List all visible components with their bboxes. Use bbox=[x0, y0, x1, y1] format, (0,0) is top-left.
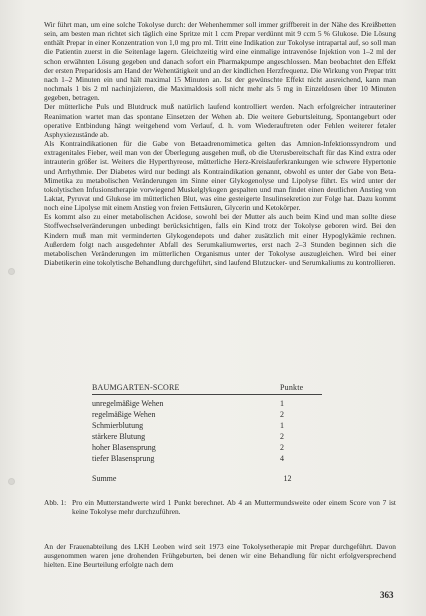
row-label: Schmierblutung bbox=[92, 421, 144, 430]
row-points: 1 bbox=[280, 421, 284, 430]
row-points: 2 bbox=[280, 443, 284, 452]
row-points: 4 bbox=[280, 454, 284, 463]
baumgarten-score-table bbox=[92, 382, 322, 484]
row-points: 2 bbox=[280, 432, 284, 441]
paragraph-monitoring: Der mütterliche Puls und Blutdruck muß natürlich laufend kontrolliert werden. Nach erfolgreicher intrauteriner Reanimation wartet man das spontane Einsetzen der Wehen ab. Die weitere Geburtsleitung, Spontangeburt oder operative Entbindung hängt weitgehend vom Verlauf, d. h. vom Wiederauftreten oder Fehlen weiterer fetaler Asphyxiezustände ab. bbox=[44, 102, 396, 139]
body-text bbox=[44, 20, 396, 267]
table-sum-row bbox=[92, 473, 322, 484]
page-number: 363 bbox=[380, 590, 394, 600]
sum-label: Summe bbox=[92, 474, 117, 483]
figure-caption bbox=[44, 498, 396, 516]
table-row bbox=[92, 398, 322, 409]
table-header-row bbox=[92, 382, 322, 393]
row-points: 2 bbox=[280, 410, 284, 419]
paragraph-contraindications: Als Kontraindikationen für die Gabe von Betaadrenomimetica gelten das Amnion-Infektionssyndrom und extragenitales Fieber, weil man von der Überlegung ausgehen muß, ob die Uterusbereitschaft für das Kind extra oder intrauterin größer ist. Weiters die Hyperthyreose, mütterliche Herz-Kreislauferkrankungen wie schwere Hypertonie und Arrhythmie. Der Diabetes wird nur bedingt als Kontraindikation genannt, obwohl es unter der Gabe von Beta-Mimetika zu metabolischen Veränderungen im Sinne einer Glykogenolyse und Lipolyse führt. Es wird unter der tokolytischen Infusionstherapie vorwiegend Muskelglykogen gespalten und man findet einen deutlichen Anstieg von Laktat, Pyruvat und Glukose im mütterlichen Blut, was eine gesteigerte Insulinsekretion zur Folge hat. Dazu kommt noch eine Lipolyse mit einem Anstieg von freien Fettsäuren, Glycerin und Ketokörper. bbox=[44, 139, 396, 213]
row-label: regelmäßige Wehen bbox=[92, 410, 156, 419]
table-header-value: Punkte bbox=[280, 383, 304, 392]
table-row bbox=[92, 420, 322, 431]
table-header-divider bbox=[92, 394, 322, 395]
punch-hole-mark bbox=[8, 268, 15, 275]
table-row bbox=[92, 431, 322, 442]
row-points: 1 bbox=[280, 399, 284, 408]
punch-hole-mark bbox=[8, 478, 15, 485]
table-row bbox=[92, 453, 322, 464]
table-row bbox=[92, 442, 322, 453]
row-label: tiefer Blasensprung bbox=[92, 454, 155, 463]
row-label: stärkere Blutung bbox=[92, 432, 146, 441]
caption-label: Abb. 1: bbox=[44, 498, 67, 507]
row-label: unregelmäßige Wehen bbox=[92, 399, 164, 408]
paragraph-metabolic: Es kommt also zu einer metabolischen Acidose, sowohl bei der Mutter als auch beim Kind und man sollte diese Stoffwechselveränderungen unbedingt berücksichtigen, falls ein Kind trotz der Tokolyse geboren wird. Bei den Kindern muß man mit verminderten Glykogendepots und daher zusätzlich mit einer Hypoglykämie rechnen. Außerdem folgt nach ausgedehnter Abfall des Serumkaliumwertes, erst nach 2–3 Stunden beginnen sich die metabolischen Veränderungen im mütterlichen Organismus unter der Tokolyse auszugleichen. Wird bei einer Diabetikerin eine tokolytische Behandlung durchgeführt, sind laufend Blutzucker- und Serumkaliums zu kontrollieren. bbox=[44, 212, 396, 268]
table-header-label: BAUMGARTEN-SCORE bbox=[92, 383, 180, 392]
row-label: hoher Blasensprung bbox=[92, 443, 156, 452]
paragraph-leoben: An der Frauenabteilung des LKH Leoben wird seit 1973 eine Tokolysetherapie mit Prepar durchgeführt. Davon ausgenommen waren jene drohenden Frühgeburten, bei denen wir eine Behandlung für nicht erfolgversprechend hielten. Eine Beurteilung erfolgte nach dem bbox=[44, 542, 396, 570]
caption-text: Pro ein Mutterstandwerte wird 1 Punkt berechnet. Ab 4 an Muttermundsweite oder einem Score von 7 ist keine Tokolyse mehr durchzuführen. bbox=[72, 498, 396, 517]
sum-value: 12 bbox=[283, 474, 292, 483]
table-row bbox=[92, 409, 322, 420]
paragraph-dosage: Wir führt man, um eine solche Tokolyse durch: der Wehenhemmer soll immer griffbereit in der Nähe des Kreißbetten sein, am besten man richtet sich täglich eine Spritze mit 1 ccm Prepar verdünnt mit 9 ccm 5 % Glukose. Die Lösung enthält Prepar in einer Konzentration von 1,0 mg pro ml. Tritt eine Indikation zur Tokolyse intrapartal auf, so soll man die Patientin zuerst in die Seitenlage lagern. Gleichzeitig wird eine einmalige intravenöse Injektion von 1–2 ml der schon erwähnten Lösung gegeben und danach sofort ein Pharmakpumpe angeschlossen. Man beobachtet den Effekt der ersten Preparidosis am Hand der Wehentätigkeit und an der kindlichen Herzfrequenz. Die Wirkung von Prepar tritt nach 1–2 Minuten ein und hält maximal 15 Minuten an. Ist der gewünschte Effekt nicht ausreichend, kann man nochmals 1 bis 2 ml nachinjizieren, die Maximaldosis soll nicht mehr als 5 mg in Einzeldosen über 10 Minuten gegeben, betragen. bbox=[44, 20, 396, 103]
